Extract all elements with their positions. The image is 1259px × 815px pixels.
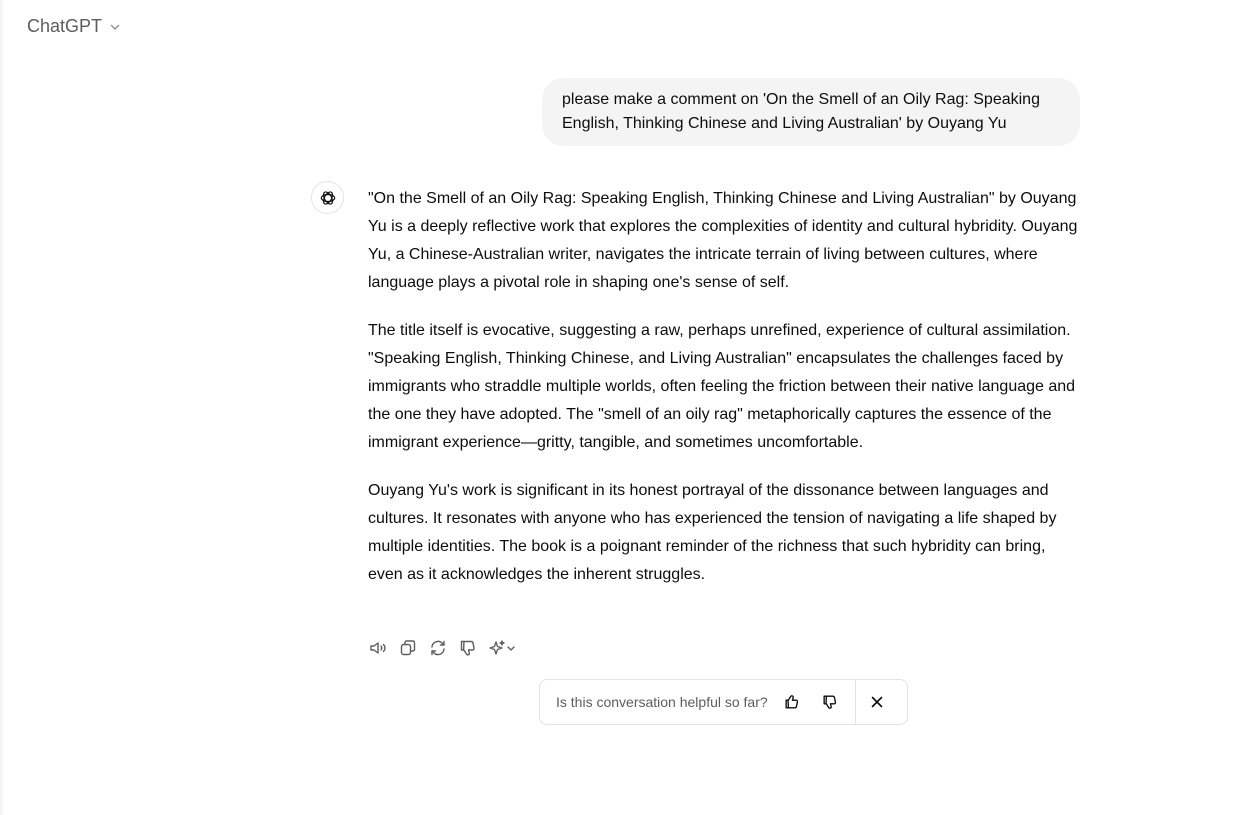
read-aloud-icon[interactable] [368,636,388,660]
message-actions [368,636,518,660]
thumbs-down-icon[interactable] [458,636,478,660]
close-icon[interactable] [865,690,889,714]
assistant-message [368,185,1080,609]
thumbs-down-icon[interactable] [818,690,842,714]
thumbs-up-icon[interactable] [780,690,804,714]
assistant-paragraph: "On the Smell of an Oily Rag: Speaking English, Thinking Chinese and Living Australian" by Ouyang Yu is a deeply reflective work that explores the complexities of identity and cultural hybridity. Ouyang Yu, a Chinese-Australian writer, navigates the intricate terrain of living between cultures, where language plays a pivotal role in shaping one's sense of self. [368,190,1078,291]
model-selector[interactable] [27,14,122,38]
regenerate-icon[interactable] [428,636,448,660]
sidebar-edge [0,0,3,815]
assistant-avatar [311,181,344,214]
openai-logo-icon [318,188,338,208]
model-title: ChatGPT [27,15,103,36]
assistant-paragraph: Ouyang Yu's work is significant in its honest portrayal of the dissonance between languages and cultures. It resonates with anyone who has experienced the tension of navigating a life shaped by multiple identities. The book is a poignant reminder of the richness that such hybridity can bring, even as it acknowledges the inherent struggles. [368,482,1057,583]
feedback-prompt [539,679,908,725]
user-message: please make a comment on 'On the Smell of an Oily Rag: Speaking English, Thinking Chinese and Living Australian' by Ouyang Yu [542,78,1080,146]
copy-icon[interactable] [398,636,418,660]
chevron-down-icon [108,20,122,34]
sparkle-model-icon[interactable] [488,636,518,660]
assistant-paragraph: The title itself is evocative, suggesting a raw, perhaps unrefined, experience of cultural assimilation. "Speaking English, Thinking Chinese, and Living Australian" encapsulates the challenges faced by immigrants who straddle multiple worlds, often feeling the friction between their native language and the one they have adopted. The "smell of an oily rag" metaphorically captures the essence of the immigrant experience—gritty, tangible, and sometimes uncomfortable. [368,322,1076,451]
feedback-text: Is this conversation helpful so far? [556,694,768,710]
divider [855,680,856,724]
